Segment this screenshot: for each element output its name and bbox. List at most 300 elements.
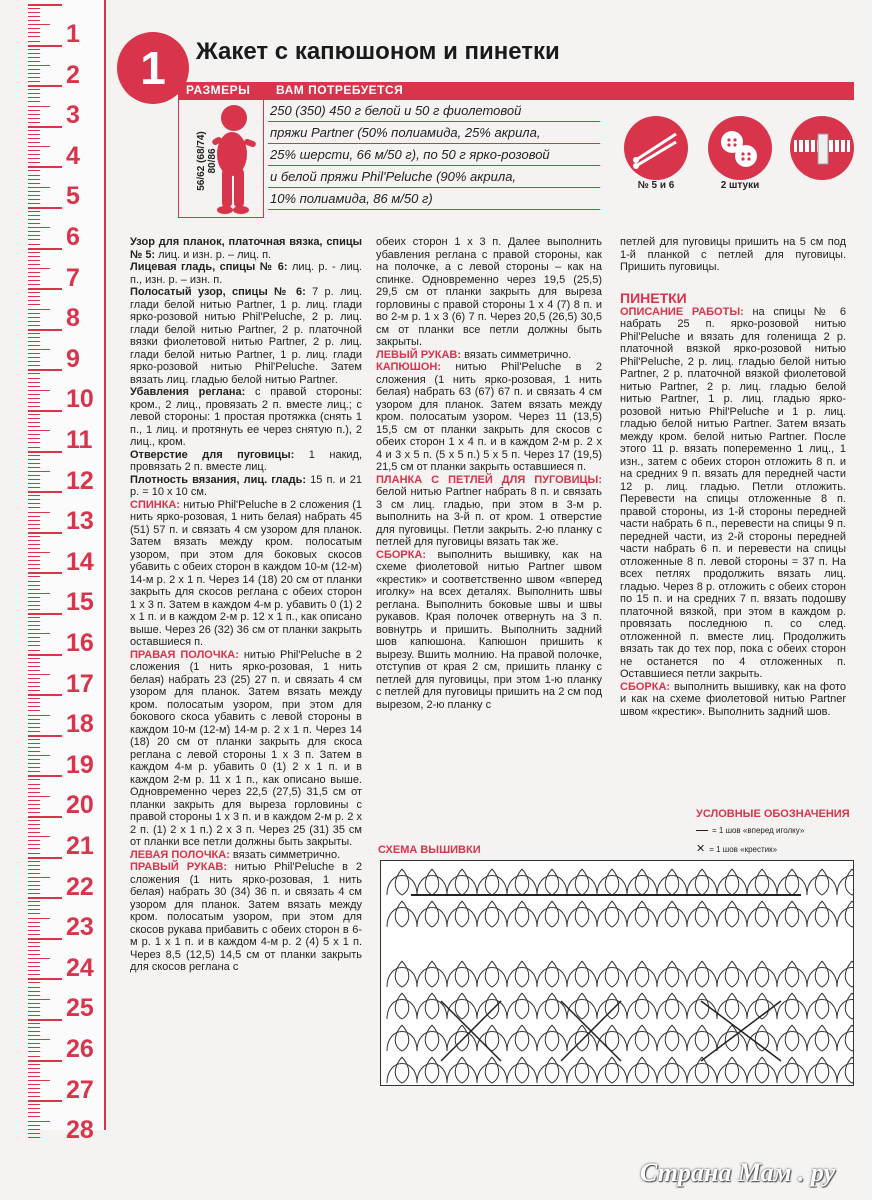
- ruler-tick: [28, 629, 40, 630]
- ruler-tick: [28, 812, 40, 813]
- ruler-tick: [28, 244, 40, 245]
- legend-cross-stitch: ✕ = 1 шов «крестик»: [696, 843, 778, 855]
- knit-loop: [537, 1025, 567, 1051]
- knit-loop: [417, 901, 447, 927]
- knit-loop: [657, 1057, 687, 1083]
- ruler-tick: [28, 321, 40, 322]
- ruler-tick: [28, 930, 40, 931]
- knit-loop: [687, 1025, 717, 1051]
- ruler-tick: [28, 800, 40, 801]
- ruler-tick: [28, 199, 40, 200]
- ruler-tick: [28, 690, 40, 691]
- knit-loop: [717, 869, 747, 895]
- ruler-tick: [28, 1121, 50, 1122]
- instructions-column-2: обеих сторон 1 х 3 п. Далее выполнить убавления реглана с правой стороны, как на полочке, а с левой стороны – как на спинке. Одновременно через 19,5 (25,5) 29,5 см от планки закрыть для выреза горловины с правой стороны 1 х 4 (7) 8 п. и во 2-м р. 1 х 3 (6) 7 п. Через 20,5 (26,5) 30,5 см от планки все петли должны быть закрыты. ЛЕВЫЙ РУКАВ: вязать симметрично. КАПЮШОН: нитью Phil'Peluche в 2 сложения (1 нить ярко-розовая, 1 нить белая) набрать 63 (67) 67 п. и связать 4 см узором для планок. Затем вязать между кром. полосатым узором. Через 11 (13,5) 15,5 см от планки закрыть для скосов с обеих сторон 1 х 4 п. и в каждом 2-м р. 2 х 4 и 3 х 5 п. (5 х 5 п.) 5 х 5 п. Через 17 (19,5) 21,5 см от планки закрыть оставшиеся п. ПЛАНКА С ПЕТЛЕЙ ДЛЯ ПУГОВИЦЫ: белой нитью Partner набрать 8 п. и связать 3 см лиц. гладью, при этом в 3-м р. выполнить на 3-й п. от кром. 1 отверстие для пуговицы. Петли закрыть. 2-ю планку с петлей для пуговицы вязать так же. СБОРКА: выполнить вышивку, как на схеме фиолетовой нитью Partner швом «крестик» и соответственно швом «вперед иголку» на всех деталях. Выполнить швы реглана. Выполнить боковые швы и швы рукавов. Края полочек отвернуть на 3 п. вовнутрь и пришить. Выполнить задний шов капюшона. Капюшон пришить к вырезу. Вшить молнию. На правой полочке, отступив от края 2 см, пришить планку с петлей для пуговицы, при этом 1-ю планку с петлей для пуговицы пришить на 2 см под вырезом, 2-ю планку с: [376, 236, 602, 711]
- booties-heading: ПИНЕТКИ: [620, 289, 687, 306]
- knit-loop: [717, 901, 747, 927]
- ruler-tick: [28, 36, 40, 37]
- ruler-number: 28: [66, 1116, 94, 1145]
- ruler-tick: [28, 771, 40, 772]
- knit-loop: [627, 1025, 657, 1051]
- ruler-tick: [28, 974, 40, 975]
- knit-loop: [627, 961, 657, 987]
- ruler-tick: [28, 922, 40, 923]
- ruler-tick: [28, 1108, 40, 1109]
- ruler-tick: [28, 889, 40, 890]
- knit-loop: [777, 901, 807, 927]
- ruler-tick: [28, 1043, 40, 1044]
- sizes-label: РАЗМЕРЫ: [186, 83, 251, 97]
- ruler-tick: [28, 544, 40, 545]
- ruler-tick: [28, 816, 62, 818]
- ruler-tick: [28, 248, 62, 250]
- knit-loop: [777, 1057, 807, 1083]
- ruler-tick: [28, 106, 50, 107]
- ruler-tick: [28, 483, 40, 484]
- knit-loop: [777, 869, 807, 895]
- ruler-number: 14: [66, 547, 94, 576]
- page-title: Жакет с капюшоном и пинетки: [196, 38, 560, 65]
- material-line: пряжи Partner (50% полиамида, 25% акрила,: [268, 122, 600, 144]
- ruler-tick: [28, 581, 40, 582]
- ruler-tick: [28, 950, 40, 951]
- ruler-tick: [28, 694, 62, 696]
- ruler-tick: [28, 406, 40, 407]
- ruler-tick: [28, 1137, 40, 1138]
- ruler-tick: [28, 897, 62, 899]
- ruler-tick: [28, 568, 40, 569]
- ruler-tick: [28, 495, 40, 496]
- ruler-tick: [28, 893, 40, 894]
- knit-loop: [747, 869, 777, 895]
- ruler-tick: [28, 264, 40, 265]
- ruler-tick: [28, 938, 62, 940]
- ruler-tick: [28, 345, 40, 346]
- ruler-tick: [28, 654, 62, 656]
- ruler-tick: [28, 398, 40, 399]
- ruler-tick: [28, 1035, 40, 1036]
- ruler-tick: [28, 260, 40, 261]
- ruler-tick: [28, 869, 40, 870]
- knit-loop: [627, 993, 657, 1019]
- knit-loop: [567, 901, 597, 927]
- ruler-tick: [28, 617, 40, 618]
- ruler-tick: [28, 625, 40, 626]
- ruler-tick: [28, 1039, 50, 1040]
- ruler-tick: [28, 1100, 62, 1102]
- instructions-column-1: Узор для планок, платочная вязка, спицы № 5: лиц. и изн. р. – лиц. п. Лицевая гладь, спицы № 6: лиц. р. - лиц. п., изн. р. – изн. п. Полосатый узор, спицы № 6: 7 р. лиц. глади белой нитью Partner, 1 р. лиц. глади ярко-розовой нитью Phil'Peluche, 2 р. лиц. глади белой нитью Partner, 2 р. платочной вязки фиолетовой нитью Partner, 2 р. лиц. глади белой нитью Partner, 1 р. лиц. глади ярко-розовой нитью Phil'Peluche. Затем вязать лиц. гладью белой нитью Partner. Убавления реглана: с правой стороны: кром., 2 лиц., провязать 2 п. вместе лиц.; с левой стороны: 1 простая протяжка (снять 1 п., 1 лиц. и протянуть ее через снятую п.), 2 лиц., кром. Отверстие для пуговицы: 1 накид, провязать 2 п. вместе лиц. Плотность вязания, лиц. гладь: 15 п. и 21 р. = 10 х 10 см. СПИНКА: нитью Phil'Peluche в 2 сложения (1 нить ярко-розовая, 1 нить белая) набрать 45 (51) 57 п. и связать 4 см узором для планок. Затем вязать между кром. полосатым узором, при этом для боковых скосов убавить с обеих сторон в каждом 10-м (12-м) 14-м р. 2 х 1 п. Через 14 (18) 20 см от планки закрыть для скосов реглана с обеих сторон 1 х 3 п. Затем в каждом 4-м р. убавить 0 (1) 2 х 1 п. и в каждом 2-м р. 12 х 1 п., как описано выше. Через 26 (32) 36 см от планки закрыть оставшиеся п. ПРАВАЯ ПОЛОЧКА: нитью Phil'Peluche в 2 сложения (1 нить ярко-розовая, 1 нить белая) набрать 23 (25) 27 п. и связать 4 см узором для планок. Затем вязать между кром. полосатым узором, при этом для бокового скоса убавить с левой стороны в каждом 10-м (12-м) 14-м р. 2 х 1 п. Через 14 (18) 20 см от планки закрыть для скоса реглана с левой стороны 1 х 3 п. Затем в каждом 4-м р. убавить 0 (1) 2 х 1 п. и в каждом 2-м р. 11 х 1 п., как описано выше. Одновременно через 22,5 (27,5) 31,5 см от планки закрыть для выреза горловины с правой стороны 1 х 3 п. и в каждом 2-м р. 2 х 2 п. (1) 2 х 1 п.) 2 х 3 п. Через 25 (31) 35 см от планки все петли должны быть закрыты. ЛЕВАЯ ПОЛОЧКА: вязать симметрично. ПРАВЫЙ РУКАВ: нитью Phil'Peluche в 2 сложения (1 нить ярко-розовая, 1 нить белая) набрать 30 (34) 36 п. и связать 4 см узором для планок. Затем вязать между кром. полосатым узором, при этом для скосов рукава прибавить с обеих сторон в 6-м р. 1 х 1 п. и в каждом 4-м р. 2 (4) 5 х 1 п. Через 8,5 (12,5) 14,5 см от планки закрыть для скосов реглана с: [130, 236, 363, 973]
- ruler-tick: [28, 678, 40, 679]
- ruler-number: 2: [66, 60, 80, 89]
- ruler-tick: [28, 670, 40, 671]
- ruler-tick: [28, 239, 40, 240]
- knit-loop: [477, 869, 507, 895]
- knit-loop: [777, 1025, 807, 1051]
- ruler-tick: [28, 727, 40, 728]
- knit-loop: [717, 993, 747, 1019]
- ruler-tick: [28, 613, 62, 615]
- ruler-tick: [28, 796, 50, 797]
- ruler-tick: [28, 861, 40, 862]
- ruler-tick: [28, 1076, 40, 1077]
- knit-loop: [837, 869, 853, 895]
- ruler-tick: [28, 235, 40, 236]
- ruler-tick: [28, 61, 40, 62]
- knit-loop: [387, 1025, 417, 1051]
- ruler-number: 13: [66, 507, 94, 536]
- knit-loop: [387, 901, 417, 927]
- knit-loop: [807, 869, 837, 895]
- ruler-number: 27: [66, 1075, 94, 1104]
- ruler-tick: [28, 589, 40, 590]
- knit-loop: [447, 961, 477, 987]
- ruler-tick: [28, 353, 40, 354]
- knit-loop: [747, 961, 777, 987]
- knit-loop: [537, 993, 567, 1019]
- knit-loop: [597, 1057, 627, 1083]
- knit-loop: [417, 1057, 447, 1083]
- ruler-tick: [28, 853, 40, 854]
- ruler-number: 16: [66, 629, 94, 657]
- knit-loop: [417, 993, 447, 1019]
- ruler-tick: [28, 832, 40, 833]
- ruler-tick: [28, 394, 40, 395]
- ruler-tick: [28, 211, 40, 212]
- ruler-tick: [28, 45, 62, 47]
- knit-loop: [567, 993, 597, 1019]
- ruler-tick: [28, 560, 40, 561]
- ruler-number: 12: [66, 466, 94, 495]
- zipper-icon: [790, 116, 854, 180]
- ruler-tick: [28, 682, 40, 683]
- ruler-tick: [28, 138, 40, 139]
- knit-loop: [687, 869, 717, 895]
- knit-loop: [657, 901, 687, 927]
- ruler-tick: [28, 552, 50, 553]
- ruler-tick: [28, 597, 40, 598]
- ruler-tick: [28, 288, 62, 290]
- knit-loop: [747, 901, 777, 927]
- knit-loop: [447, 993, 477, 1019]
- knit-loop: [597, 961, 627, 987]
- ruler-tick: [28, 970, 40, 971]
- ruler-tick: [28, 503, 40, 504]
- ruler-tick: [28, 386, 40, 387]
- ruler-tick: [28, 28, 40, 29]
- ruler-tick: [28, 276, 40, 277]
- ruler-tick: [28, 333, 40, 334]
- ruler-tick: [28, 564, 40, 565]
- ruler-tick: [28, 402, 40, 403]
- ruler-tick: [28, 1031, 40, 1032]
- knit-loop: [837, 961, 853, 987]
- ruler-tick: [28, 430, 50, 431]
- ruler-tick: [28, 195, 40, 196]
- ruler-tick: [28, 426, 40, 427]
- ruler-tick: [28, 85, 62, 87]
- knit-loop: [837, 993, 853, 1019]
- ruler-tick: [28, 593, 50, 594]
- ruler-tick: [28, 751, 40, 752]
- ruler-tick: [28, 779, 40, 780]
- ruler-tick: [28, 471, 50, 472]
- ruler-tick: [28, 463, 40, 464]
- ruler-tick: [28, 719, 40, 720]
- ruler-tick: [28, 585, 40, 586]
- ruler-tick: [28, 24, 50, 25]
- ruler-tick: [28, 840, 40, 841]
- ruler-tick: [28, 1116, 40, 1117]
- ruler-tick: [28, 1072, 40, 1073]
- ruler-tick: [28, 641, 40, 642]
- knit-loop: [417, 961, 447, 987]
- ruler-tick: [28, 317, 40, 318]
- ruler-tick: [28, 57, 40, 58]
- ruler-number: 21: [66, 832, 94, 860]
- ruler-tick: [28, 1064, 40, 1065]
- ruler-tick: [28, 1129, 40, 1130]
- knitting-needles-icon: [624, 116, 688, 180]
- measuring-ruler: [28, 0, 106, 1145]
- ruler-tick: [28, 284, 40, 285]
- ruler-tick: [28, 918, 50, 919]
- ruler-tick: [28, 1125, 40, 1126]
- ruler-tick: [28, 662, 40, 663]
- ruler-number: 26: [66, 1035, 94, 1063]
- ruler-number: 24: [66, 953, 94, 982]
- scheme-title: СХЕМА ВЫШИВКИ: [378, 844, 481, 856]
- ruler-tick: [28, 93, 40, 94]
- ruler-tick: [28, 491, 62, 493]
- ruler-tick: [28, 49, 40, 50]
- ruler-number: 1: [66, 20, 80, 48]
- ruler-tick: [28, 1007, 40, 1008]
- ruler-tick: [28, 674, 50, 675]
- ruler-tick: [28, 390, 50, 391]
- ruler-number: 8: [66, 304, 80, 333]
- needles-caption: № 5 и 6: [637, 180, 675, 191]
- ruler-tick: [28, 848, 40, 849]
- knit-loop: [567, 961, 597, 987]
- ruler-tick: [28, 215, 40, 216]
- ruler-tick: [28, 759, 40, 760]
- pattern-number-badge: 1: [117, 32, 189, 104]
- knit-loop: [627, 869, 657, 895]
- ruler-tick: [28, 715, 50, 716]
- knit-loop: [537, 901, 567, 927]
- ruler-number: 4: [66, 141, 80, 170]
- ruler-number: 11: [66, 426, 93, 454]
- ruler-tick: [28, 418, 40, 419]
- ruler-number: 10: [66, 385, 94, 414]
- ruler-tick: [28, 272, 40, 273]
- ruler-tick: [28, 325, 40, 326]
- ruler-tick: [28, 252, 40, 253]
- ruler-tick: [28, 341, 40, 342]
- ruler-tick: [28, 946, 40, 947]
- knit-loop: [417, 869, 447, 895]
- ruler-tick: [28, 373, 40, 374]
- knit-loop: [417, 1025, 447, 1051]
- ruler-tick: [28, 292, 40, 293]
- knit-loop: [507, 869, 537, 895]
- ruler-tick: [28, 73, 40, 74]
- ruler-tick: [28, 313, 40, 314]
- knit-loop: [447, 901, 477, 927]
- ruler-tick: [28, 382, 40, 383]
- ruler-tick: [28, 1051, 40, 1052]
- knit-loop: [597, 1025, 627, 1051]
- ruler-tick: [28, 576, 40, 577]
- knit-loop: [477, 993, 507, 1019]
- ruler-tick: [28, 572, 62, 574]
- ruler-tick: [28, 438, 40, 439]
- knit-loop: [507, 993, 537, 1019]
- knit-loop: [657, 993, 687, 1019]
- ruler-tick: [28, 369, 62, 371]
- ruler-tick: [28, 1084, 40, 1085]
- knit-loop: [777, 993, 807, 1019]
- ruler-tick: [28, 844, 40, 845]
- ruler-tick: [28, 32, 40, 33]
- ruler-tick: [28, 650, 40, 651]
- ruler-tick: [28, 686, 40, 687]
- ruler-tick: [28, 122, 40, 123]
- ruler-number: 15: [66, 588, 94, 617]
- ruler-tick: [28, 499, 40, 500]
- ruler-tick: [28, 820, 40, 821]
- needs-label: ВАМ ПОТРЕБУЕТСЯ: [276, 83, 404, 97]
- knit-loop: [477, 1025, 507, 1051]
- ruler-tick: [28, 808, 40, 809]
- knit-loop: [837, 901, 853, 927]
- ruler-tick: [28, 170, 40, 171]
- ruler-tick: [28, 361, 40, 362]
- watermark: Страна Мам . ру: [640, 1158, 836, 1187]
- ruler-tick: [28, 231, 40, 232]
- ruler-tick: [28, 101, 40, 102]
- ruler-tick: [28, 1056, 40, 1057]
- ruler-tick: [28, 934, 40, 935]
- ruler-tick: [28, 601, 40, 602]
- ruler-tick: [28, 873, 40, 874]
- ruler-tick: [28, 743, 40, 744]
- ruler-tick: [28, 65, 50, 66]
- ruler-tick: [28, 89, 40, 90]
- ruler-tick: [28, 16, 40, 17]
- knit-loop: [387, 869, 417, 895]
- knit-loop: [687, 961, 717, 987]
- ruler-tick: [28, 187, 50, 188]
- knit-loop: [537, 961, 567, 987]
- ruler-tick: [28, 637, 40, 638]
- knit-loop: [477, 1057, 507, 1083]
- instructions-column-3: петлей для пуговицы пришить на 5 см под 1-й планкой с петлей для пуговицы. Пришить пуговицы. ПИНЕТКИ ОПИСАНИЕ РАБОТЫ: на спицы № 6 набрать 25 п. ярко-розовой нитью Phil'Peluche и вязать для голенища 2 р. платочной вязкой ярко-розовой нитью Phil'Peluche, 2 р. лиц. гладью белой нитью Partner, 2 р. платочной вязкой фиолетовой нитью Partner, 2 р. лиц. гладью белой нитью Partner, 1 р. лиц. гладью ярко-розовой нитью Phil'Peluche и 1 р. лиц. гладью белой нитью Partner. Затем вязать между кром. белой нитью Partner. После этого 11 р. вязать попеременно 1 лиц., 1 изн., затем с обеих сторон отложить 8 п. и на средних 9 п. вязать для передней части 12 р. лиц. гладью. Петли отложить. Перевести на спицы отложенные 8 п. правой стороны, из 1-й стороны передней части набрать 6 п., перевести на спицы 9 п. передней части, из 2-й стороны передней части набрать 6 п. и перевести на спицы отложенные 8 п. левой стороны = 37 п. На всех петлях продолжить вязать лиц. гладью. Через 8 р. отложить с обеих сторон по 15 п. и на средних 7 п. вязать подошву платочной вязкой, при этом в каждом р. провязать последнюю п. со след. отложенной п. вместе лиц. Продолжить вязать так до тех пор, пока с обеих сторон не останется по 4 отложенных п. Оставшиеся петли закрыть. СБОРКА: выполнить вышивку, как на фото и как на схеме фиолетовой нитью Partner швом «крестик». Выполнить задний шов.: [620, 236, 846, 718]
- material-line: и белой пряжи Phil'Peluche (90% акрила,: [268, 166, 600, 188]
- ruler-tick: [28, 507, 40, 508]
- ruler-tick: [28, 365, 40, 366]
- ruler-tick: [28, 739, 40, 740]
- ruler-tick: [28, 926, 40, 927]
- ruler-tick: [28, 540, 40, 541]
- ruler-tick: [28, 378, 40, 379]
- ruler-tick: [28, 8, 40, 9]
- ruler-tick: [28, 1092, 40, 1093]
- ruler-tick: [28, 207, 62, 209]
- knit-loop: [447, 1057, 477, 1083]
- ruler-tick: [28, 528, 40, 529]
- ruler-tick: [28, 41, 40, 42]
- ruler-tick: [28, 881, 40, 882]
- ruler-number: 19: [66, 750, 94, 779]
- legend-running-stitch: = 1 шов «вперед иголку»: [696, 826, 804, 835]
- knit-loop: [477, 901, 507, 927]
- ruler-tick: [28, 836, 50, 837]
- ruler-tick: [28, 447, 40, 448]
- knit-loop: [447, 869, 477, 895]
- knit-loop: [837, 1057, 853, 1083]
- knit-loop: [687, 901, 717, 927]
- ruler-tick: [28, 702, 40, 703]
- knit-loop: [597, 869, 627, 895]
- ruler-tick: [28, 857, 62, 859]
- ruler-tick: [28, 451, 62, 453]
- ruler-tick: [28, 775, 62, 777]
- ruler-tick: [28, 1003, 40, 1004]
- ruler-tick: [28, 296, 40, 297]
- ruler-tick: [28, 767, 40, 768]
- ruler-tick: [28, 130, 40, 131]
- ruler-tick: [28, 1133, 40, 1134]
- knit-loop: [597, 901, 627, 927]
- ruler-tick: [28, 1080, 50, 1081]
- ruler-tick: [28, 548, 40, 549]
- knit-loop: [807, 993, 837, 1019]
- ruler-tick: [28, 999, 50, 1000]
- material-line: 250 (350) 450 г белой и 50 г фиолетовой: [268, 100, 600, 122]
- ruler-tick: [28, 329, 62, 331]
- ruler-tick: [28, 183, 40, 184]
- ruler-tick: [28, 410, 62, 412]
- ruler-tick: [28, 995, 40, 996]
- ruler-tick: [28, 475, 40, 476]
- ruler-tick: [28, 12, 40, 13]
- ruler-tick: [28, 877, 50, 878]
- knit-loop: [507, 1025, 537, 1051]
- knit-loop: [597, 993, 627, 1019]
- knit-loop: [717, 1057, 747, 1083]
- ruler-number: 18: [66, 710, 94, 739]
- ruler-tick: [28, 556, 40, 557]
- embroidery-scheme: [380, 860, 854, 1086]
- ruler-tick: [28, 81, 40, 82]
- ruler-tick: [28, 731, 40, 732]
- ruler-number: 25: [66, 994, 94, 1023]
- ruler-number: 22: [66, 872, 94, 901]
- ruler-tick: [28, 1088, 40, 1089]
- knit-loop: [627, 901, 657, 927]
- ruler-tick: [28, 901, 40, 902]
- ruler-tick: [28, 357, 40, 358]
- ruler-tick: [28, 609, 40, 610]
- legend-title: УСЛОВНЫЕ ОБОЗНАЧЕНИЯ: [696, 808, 850, 820]
- ruler-tick: [28, 300, 40, 301]
- ruler-tick: [28, 723, 40, 724]
- ruler-tick: [28, 309, 50, 310]
- ruler-tick: [28, 633, 50, 634]
- ruler-tick: [28, 747, 40, 748]
- knit-loop: [777, 961, 807, 987]
